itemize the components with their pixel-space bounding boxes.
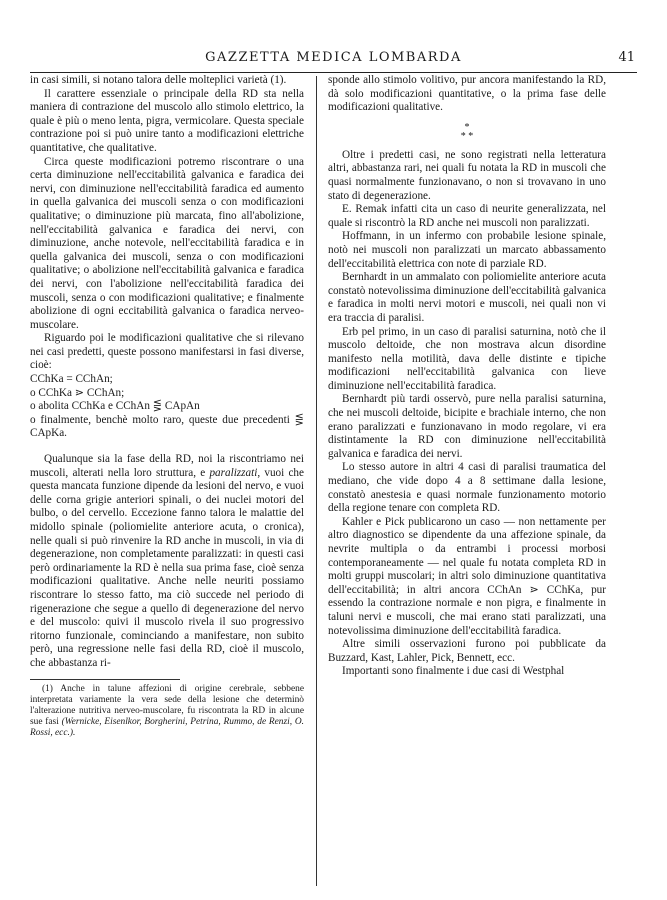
paragraph: Oltre i predetti casi, ne sono registrati nella letteratura altri, abbastanza rari, nei quali fu notata la RD in muscoli che quasi normalmente funzionavano, o non si trovavano in uno stato di degenerazione. — [328, 148, 606, 202]
paragraph: Riguardo poi le modificazioni qualitative che si rilevano nei casi predetti, queste possono manifestarsi in fasi diverse, cioè: — [30, 332, 304, 372]
spacer — [30, 441, 304, 453]
asterism-bottom: * * — [460, 130, 474, 142]
formula-line: o CChKa ⋗ CChAn; — [30, 386, 125, 399]
paragraph: Altre simili osservazioni furono poi pubblicate da Buzzard, Kast, Lahler, Pick, Bennett, ecc. — [328, 638, 606, 664]
footnote-text — [30, 684, 304, 740]
paragraph: E. Remak infatti cita un caso di neurite generalizzata, nel quale si riscontrò la RD anche nei muscoli non paralizzati. — [328, 203, 606, 229]
italic-run: (Wernicke, Eisenlkor, Borgherini, Petrina, Rummo, de Renzi, O. Rossi, ecc.). — [30, 717, 304, 739]
formula-line: o finalmente, benchè molto raro, queste due precedenti ⋚ CApKa. — [30, 413, 304, 440]
text-run: Qualunque sia la fase della RD, noi la riscontriamo nei muscoli, alterati nella loro struttura, e — [30, 453, 304, 479]
footnote — [30, 684, 304, 740]
journal-title: GAZZETTA MEDICA LOMBARDA — [205, 50, 462, 65]
formula-line: o abolita CChKa e CChAn ⋚ CApAn — [30, 400, 200, 413]
italic-run: paralizzati — [209, 466, 258, 479]
paragraph: Circa queste modificazioni potremo riscontrare o una certa diminuzione nell'eccitabilità galvanica e faradica dei nervi, con diminuzione nell'eccitabilità faradica ed aumento in quella galvanica dei muscoli senza o con modificazioni qualitative; o diminuzione più marcata, fino all'abolizione, nell'eccitabilità galvanica e faradica dei nervi, con diminuzione, anche notevole, nell'eccitabilità faradica e in quella galvanica dei muscoli, senza o con modificazioni qualitative; o abolizione nell'eccitabilità galvanica e faradica dei nervi, con l'abolizione nell'eccitabilità faradica dei muscoli, senza o con modificazioni qualitative; e finalmente abolizione di ogni eccitabilità galvanica o faradica nerveo-muscolare. — [30, 155, 304, 331]
page-number: 41 — [618, 50, 635, 65]
paragraph: Importanti sono finalmente i due casi di Westphal — [342, 665, 565, 678]
text-run: (1) Anche in talune affezioni di origine cerebrale, sebbene interpretata variamente la vera sede della lesione che determinò l'alterazione nutritiva nerveo-muscolare, fu riscontrata la RD in alcune sue fasi — [30, 683, 304, 728]
paragraph: sponde allo stimolo volitivo, pur ancora manifestando la RD, dà solo modificazioni quantitative, o la prima fase delle modificazioni qualitative. — [328, 74, 606, 114]
paragraph — [30, 453, 304, 671]
paragraph: in casi simili, si notano talora delle molteplici varietà (1). — [30, 74, 287, 86]
left-column — [30, 74, 304, 740]
paragraph: Lo stesso autore in altri 4 casi di paralisi traumatica del mediano, che vide dopo 4 a 8 settimane dalla lesione, constatò anestesia e quasi normale funzionamento motorio della regione tenare con completa RD. — [328, 461, 606, 515]
paragraph: Bernhardt più tardi osservò, pure nella paralisi saturnina, che nei muscoli deltoide, bicipite e brachiale interno, che non erano paralizzati e funzionavano in modo regolare, vi era distintamente la RD con diminuzione nell'eccitabilità galvanica e faradica dei nervi. — [328, 393, 606, 460]
running-header — [30, 50, 637, 72]
header-rule — [30, 72, 637, 73]
section-asterism — [328, 123, 606, 141]
column-divider — [316, 76, 317, 886]
asterism-top: * — [464, 121, 470, 133]
paragraph: Bernhardt in un ammalato con poliomielite anteriore acuta constatò notevolissima diminuzione dell'eccitabilità galvanica e faradica in molti nervi motori e muscoli, nei quali non vi era traccia di paralisi. — [328, 271, 606, 324]
text-run: , vuoi che questa mancata funzione dipende da lesioni del nervo, e vuoi delle corna grigie anteriori spinali, o dei nuclei motori del bulbo, o del cervello. Eccezione fanno talora le malattie del midollo spinale (poliomielite anteriore acuta, o cronica), nelle quali si può rinvenire la RD anche in muscoli, in via di degenerazione, non completamente paralizzati: in questi casi però ordinariamente la RD è nella sua prima fase, cioè senza modificazioni qualitative. Anche nelle neuriti possiamo riscontrare lo stesso fatto, ma ciò succede nel periodo di rigenerazione che segue a quello di degenerazione del nervo e del muscolo: quivi il muscolo rivela il suo progressivo ritorno funzionale, cominciando a manifestare, non subito però, una regressione nelle fasi della RD, cioè il muscolo, che abbastanza ri- — [30, 466, 304, 669]
footnote-rule — [30, 679, 180, 680]
paragraph: Hoffmann, in un infermo con probabile lesione spinale, notò nei muscoli non paralizzati un marcato abbassamento dell'eccitabilità elettrica con note di parziale RD. — [328, 230, 606, 270]
formula-line: CChKa = CChAn; — [30, 373, 113, 386]
paragraph: Erb pel primo, in un caso di paralisi saturnina, notò che il muscolo deltoide, che non mostrava alcun disordine manifesto nella motilità, dava delle distinte e tipiche modificazioni nell'eccitabilità galvanica con lieve diminuzione nell'eccitabilità faradica. — [328, 325, 606, 392]
paragraph: Il carattere essenziale o principale della RD sta nella maniera di contrazione del muscolo allo stimolo elettrico, la quale è più o meno lenta, pigra, vermicolare. Questa speciale contrazione poi si può unire tanto a modificazioni elettriche quantitative, che qualitative. — [30, 87, 304, 154]
paragraph: Kahler e Pick publicarono un caso — non nettamente per altro diagnostico se dipendente da una affezione spinale, da nevrite multipla o da entrambi i processi morbosi contemporaneamente — nel quale fu notata completa RD in molti gruppi muscolari; in altri solo diminuzione quantitativa dell'eccitabilità; in altri ancora CChAn ⋗ CChKa, pur essendo la contrazione normale e non pigra, e finalmente in taluni nervi e muscoli, che mai erano stati paralizzati, una notevolissima diminuzione dell'eccitabilità faradica. — [328, 515, 606, 637]
right-column — [328, 74, 606, 679]
